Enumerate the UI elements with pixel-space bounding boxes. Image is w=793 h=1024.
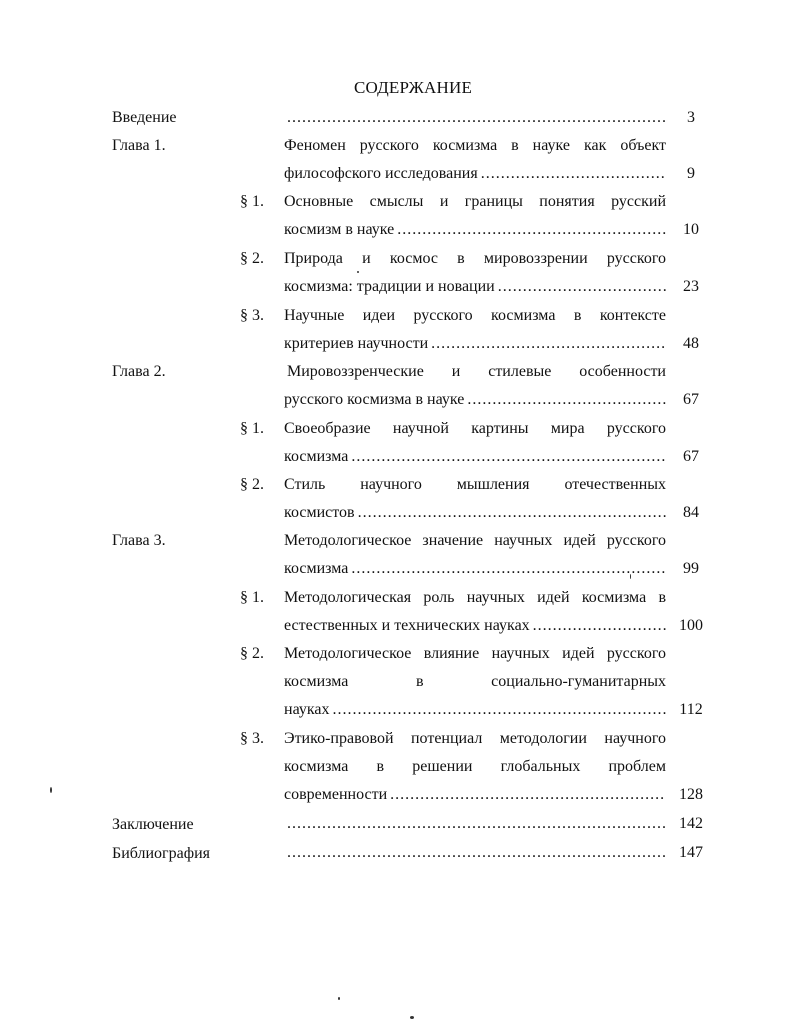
toc-entry-paragraph-number: § 2.	[240, 250, 264, 267]
scan-speck	[50, 787, 52, 793]
toc-entry-label: Библиография	[112, 845, 210, 862]
toc-entry-line: космизма .....	[284, 443, 666, 471]
toc-entry-body	[284, 839, 666, 867]
toc-entry-body	[284, 302, 666, 358]
toc-entry-page: 23	[683, 278, 699, 295]
toc-entry-page: 128	[679, 786, 703, 803]
toc-entry-paragraph-number: § 3.	[240, 307, 264, 324]
toc-entry-body	[284, 188, 666, 244]
dot-leader	[287, 104, 666, 132]
dot-leader	[397, 216, 666, 244]
dot-leader	[467, 386, 666, 414]
toc-entry-line: критериев научности .....	[284, 330, 666, 358]
toc-entry-paragraph-number: § 3.	[240, 730, 264, 747]
toc-entry-paragraph-number: § 1.	[240, 193, 264, 210]
toc-entry-line: Основные смыслы и границы понятия русский	[284, 193, 666, 210]
dot-leader	[431, 330, 666, 358]
toc-entry-body	[284, 640, 666, 724]
toc-entry-line: космизма в социально-гуманитарных	[284, 673, 666, 690]
toc-entry-line: космизма в решении глобальных проблем	[284, 758, 666, 775]
toc-entry-paragraph-number: § 1.	[240, 589, 264, 606]
toc-entry-page: 99	[683, 560, 699, 577]
scan-speck	[357, 271, 359, 273]
toc-entry-line	[284, 104, 666, 132]
dot-leader	[533, 612, 666, 640]
toc-entry-line: Этико-правовой потенциал методологии научного	[284, 730, 666, 747]
toc-entry-line	[284, 839, 666, 867]
toc-entry-line: Методологическое значение научных идей русского	[284, 532, 666, 549]
toc-entry-page: 100	[679, 617, 703, 634]
toc-entry-line: Научные идеи русского космизма в контексте	[284, 307, 666, 324]
toc-entry-label: Введение	[112, 109, 177, 126]
toc-entry-page: 147	[679, 844, 703, 861]
toc-entry-paragraph-number: § 2.	[240, 476, 264, 493]
toc-entry-page: 48	[683, 335, 699, 352]
scan-speck	[338, 997, 340, 1000]
toc-entry-paragraph-number: § 1.	[240, 420, 264, 437]
toc-entry-body	[284, 104, 666, 132]
dot-leader	[481, 160, 666, 188]
toc-entry-line: Мировоззренческие и стилевые особенности	[287, 363, 666, 380]
toc-entry-line: Феномен русского космизма в науке как объект	[284, 137, 666, 154]
toc-entry-line: современности .....	[284, 781, 666, 809]
toc-entry-page: 67	[683, 448, 699, 465]
toc-entry-line: Стиль научного мышления отечественных	[284, 476, 666, 493]
toc-entry-body	[284, 358, 666, 414]
scan-speck	[630, 574, 631, 579]
page-title: СОДЕРЖАНИЕ	[353, 78, 473, 97]
toc-entry-line: космизма: традиции и новации .....	[284, 273, 666, 301]
toc-entry-line: науках .....	[284, 696, 666, 724]
toc-entry-line: Методологическое влияние научных идей русского	[284, 645, 666, 662]
dot-leader	[351, 443, 666, 471]
toc-entry-line: русского космизма в науке .....	[284, 386, 666, 414]
dot-leader	[358, 499, 666, 527]
toc-entry-label: Заключение	[112, 816, 194, 833]
toc-entry-line: космизм в науке .....	[284, 216, 666, 244]
toc-entry-label: Глава 2.	[112, 363, 166, 380]
toc-entry-page: 9	[687, 165, 695, 182]
toc-entry-page: 67	[683, 391, 699, 408]
toc-entry-line: космистов .....	[284, 499, 666, 527]
toc-entry-line: Природа и космос в мировоззрении русского	[284, 250, 666, 267]
toc-entry-page: 112	[679, 701, 703, 718]
dot-leader	[287, 810, 666, 838]
dot-leader	[390, 781, 666, 809]
toc-entry-line: естественных и технических науках .....	[284, 612, 666, 640]
toc-entry-page: 84	[683, 504, 699, 521]
dot-leader	[332, 696, 666, 724]
toc-entry-body	[284, 471, 666, 527]
toc-entry-line: Методологическая роль научных идей космизма в	[284, 589, 666, 606]
toc-entry-page: 10	[683, 221, 699, 238]
toc-entry-label: Глава 1.	[112, 137, 166, 154]
toc-entry-body	[284, 415, 666, 471]
toc-entry-body	[284, 584, 666, 640]
toc-entry-line: философского исследования .....	[284, 160, 666, 188]
toc-entry-body	[284, 245, 666, 301]
dot-leader	[287, 839, 666, 867]
toc-entry-page: 142	[679, 815, 703, 832]
toc-entry-page: 3	[687, 109, 695, 126]
toc-entry-body	[284, 132, 666, 188]
toc-entry-label: Глава 3.	[112, 532, 166, 549]
toc-entry-body	[284, 725, 666, 809]
toc-entry-body	[284, 810, 666, 838]
scan-speck	[410, 1016, 414, 1019]
toc-entry-body	[284, 527, 666, 583]
dot-leader	[498, 273, 666, 301]
dot-leader	[351, 555, 666, 583]
toc-entry-paragraph-number: § 2.	[240, 645, 264, 662]
toc-entry-line: космизма .....	[284, 555, 666, 583]
toc-entry-line: Своеобразие научной картины мира русского	[284, 420, 666, 437]
toc-entry-line	[284, 810, 666, 838]
